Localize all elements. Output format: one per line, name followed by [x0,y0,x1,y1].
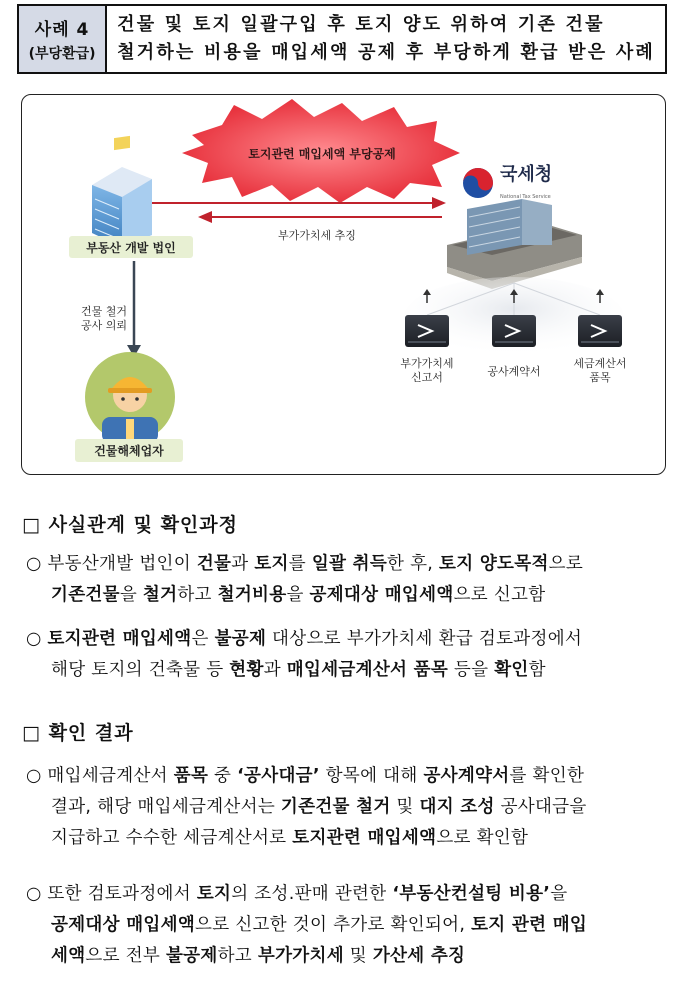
server-icon [578,315,622,347]
demolition-request-label: 건물 철거 공사 의뢰 [80,305,127,332]
section1-p2-line2: 해당 토지의 건축물 등 현황과 매입세금계산서 품목 등을 확인함 [51,660,546,680]
case-title-line-2: 철거하는 비용을 매입세액 공제 후 부당하게 환급 받은 사례 [117,42,655,63]
section2-p1-line1: ○ 매입세금계산서 품목 중 ‘공사대금’ 항목에 대해 공사계약서를 확인한 [26,766,585,786]
nts-name: 국세청 [500,164,553,185]
flow-diagram [21,94,666,475]
section1-paragraph-2 [26,624,676,686]
nts-subtitle: National Tax Service [500,194,551,200]
server-icon [492,315,536,347]
vat-recovery-label: 부가가치세 추징 [278,229,356,242]
section1-p1-line2: 기존건물을 철거하고 철거비용을 공제대상 매입세액으로 신고함 [51,585,546,605]
section1-p1-line1: ○ 부동산개발 법인이 건물과 토지를 일괄 취득한 후, 토지 양도목적으로 [26,554,584,574]
section2-paragraph-1 [26,761,676,854]
server-label-contract: 공사계약서 [487,365,541,378]
case-title-line-1: 건물 및 토지 일괄구입 후 토지 양도 위하여 기존 건물 [117,14,605,35]
company-building-icon [92,136,152,247]
section-result-title: □ 확인 결과 [22,722,134,744]
case-title [107,6,665,72]
section2-p1-line2: 결과, 해당 매입세금계산서는 기존건물 철거 및 대지 조성 공사대금을 [51,797,587,817]
worker-icon [85,352,175,443]
section2-paragraph-2 [26,879,676,972]
section-facts-title: □ 사실관계 및 확인과정 [22,514,238,536]
back-arrowhead [198,211,212,223]
section2-p2-line2: 공제대상 매입세액으로 신고한 것이 추가로 확인되어, 토지 관련 매입 [51,915,588,935]
server-label-vat-return: 부가가치세 신고서 [400,357,454,384]
forward-arrowhead [432,197,446,209]
server-icon [405,315,449,347]
nts-building-icon [447,199,582,289]
section1-p2-line1: ○ 토지관련 매입세액은 불공제 대상으로 부가가치세 환급 검토과정에서 [26,629,583,649]
case-tag: (부당환급) [28,46,96,62]
section2-p2-line3: 세액으로 전부 불공제하고 부가가치세 및 가산세 추징 [51,946,466,966]
section2-p1-line3: 지급하고 수수한 세금계산서로 토지관련 매입세액으로 확인함 [51,828,529,848]
section2-p2-line1: ○ 또한 검토과정에서 토지의 조성.판매 관련한 ‘부동산컨설팅 비용’을 [26,884,568,904]
case-label-box [19,6,107,72]
nts-logo-icon [463,168,493,198]
burst-label: 토지관련 매입세액 부당공제 [248,147,396,161]
company-label: 부동산 개발 법인 [69,236,193,258]
contractor-label: 건물해체업자 [75,439,183,462]
case-header [17,4,667,74]
section1-paragraph-1 [26,549,676,611]
case-number: 사례 4 [34,20,90,40]
server-label-invoice-items: 세금계산서 품목 [573,357,627,384]
